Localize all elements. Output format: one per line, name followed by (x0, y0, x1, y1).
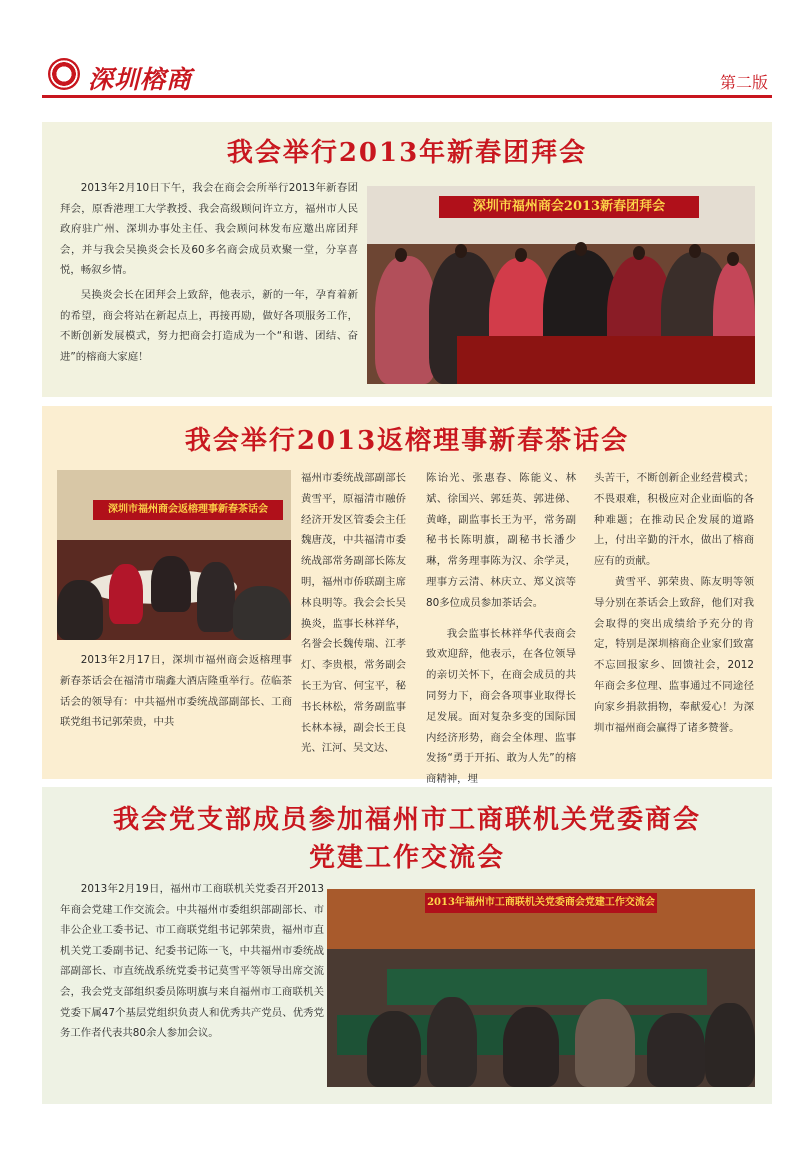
edition-label: 第二版 (719, 73, 768, 92)
masthead-logo-text: 深圳榕商 (88, 65, 193, 94)
article-column (594, 468, 754, 738)
masthead (42, 56, 772, 98)
header-divider (42, 95, 772, 98)
tea-party-photo (57, 470, 291, 640)
article-body (60, 879, 324, 1044)
article-paragraph: 黄雪平、郭荣贵、陈友明等领导分别在茶话会上致辞，他们对我会取得的突出成绩给予充分的肯定，特别是深圳榕商企业家们致富不忘回报家乡、回馈社会，2012年商会多位理、监事通过不同途径向家乡捐款捐物，奉献爱心！为深圳市福州商会赢得了诸多赞誉。 (594, 575, 754, 734)
article-title-line: 我会党支部成员参加福州市工商联机关党委商会 (112, 805, 701, 835)
article-body (60, 178, 358, 367)
article-column: 福州市委统战部副部长黄雪平，原福清市融侨经济开发区管委会主任魏唐茂，中共福清市委统战部常务副部长陈友明，福州市侨联副主席林良明等。我会会长吴换炎，监事长林祥华，名誉会长魏传瑞、江孝灯、李贵根，常务副会长王为官、何宝平，秘书长林松，常务副监事长林本禄，副会长王良光、江河、吴文达、 (301, 472, 406, 755)
article-tea-party (42, 406, 772, 786)
chamber-seal-icon (48, 58, 80, 90)
article-column: 2013年2月17日，深圳市福州商会返榕理事新春茶话会在福清市瑞鑫大酒店隆重举行。莅临茶话会的领导有：中共福州市委统战部副部长、工商联党组书记郭荣贵，中共 (60, 654, 292, 729)
group-photo (367, 186, 755, 384)
article-paragraph: 我会监事长林祥华代表商会致欢迎辞，他表示，在各位领导的亲切关怀下，在商会成员的共同努力下，商会各项事业取得长足发展。面对复杂多变的国际国内经济形势，商会全体理、监事发扬“勇于开拓、敢为人先”的榕商精神，埋 (426, 627, 576, 786)
photo-banner: 2013年福州市工商联机关党委商会党建工作交流会 (425, 893, 657, 913)
article-title-line: 党建工作交流会 (308, 843, 505, 873)
photo-banner: 深圳市福州商会返榕理事新春茶话会 (93, 500, 283, 520)
article-title: 我会举行2013返榕理事新春茶话会 (184, 426, 630, 456)
article-column (426, 468, 576, 790)
article-party-building-meeting (42, 787, 772, 1104)
article-new-year-gathering (42, 122, 772, 397)
article-paragraph: 陈诒光、张惠春、陈能义、林斌、徐国兴、郭廷英、郭进俤、黄峰，副监事长王为平，常务副秘书长陈明旗，副秘书长潘少琳，常务理事陈为汉、余学灵，理事方云清、林庆立、郑义滨等80多位成员参加茶话会。 (426, 472, 576, 609)
article-paragraph: 2013年2月19日，福州市工商联机关党委召开2013年商会党建工作交流会。中共福州市委组织部副部长、市非公企业工委书记、市工商联党组书记郭荣贵，福州市直机关党工委副书记、纪委书记陈一飞，中共福州市委统战部副部长、市直统战系统党委书记莫雪平等领导出席交流会，我会党支部组织委员陈明旗与来自福州市工商联机关党委下属47个基层党组织负责人和优秀共产党员、优秀党务工作者代表共80余人参加会议。 (60, 883, 324, 1040)
article-paragraph: 头苦干，不断创新企业经营模式；不畏艰难，积极应对企业面临的各种难题；在推动民企发展的道路上，付出辛勤的汗水，做出了榕商应有的贡献。 (594, 472, 754, 568)
article-paragraph: 2013年2月10日下午，我会在商会会所举行2013年新春团拜会，原香港理工大学教授、我会高级顾问许立方，福州市人民政府驻广州、深圳办事处主任、我会顾问林发布应邀出席团拜会，并与我会吴换炎会长及60多名商会成员欢聚一堂，分享喜悦，畅叙乡情。 (60, 182, 358, 277)
article-paragraph: 吴换炎会长在团拜会上致辞，他表示，新的一年，孕育着新的希望，商会将站在新起点上，再接再励，做好各项服务工作，不断创新发展模式，努力把商会打造成为一个“和谐、团结、奋进”的榕商大家庭！ (60, 288, 358, 363)
meeting-photo (327, 889, 755, 1087)
article-title: 我会举行2013年新春团拜会 (226, 138, 588, 168)
photo-banner: 深圳市福州商会2013新春团拜会 (439, 196, 699, 218)
